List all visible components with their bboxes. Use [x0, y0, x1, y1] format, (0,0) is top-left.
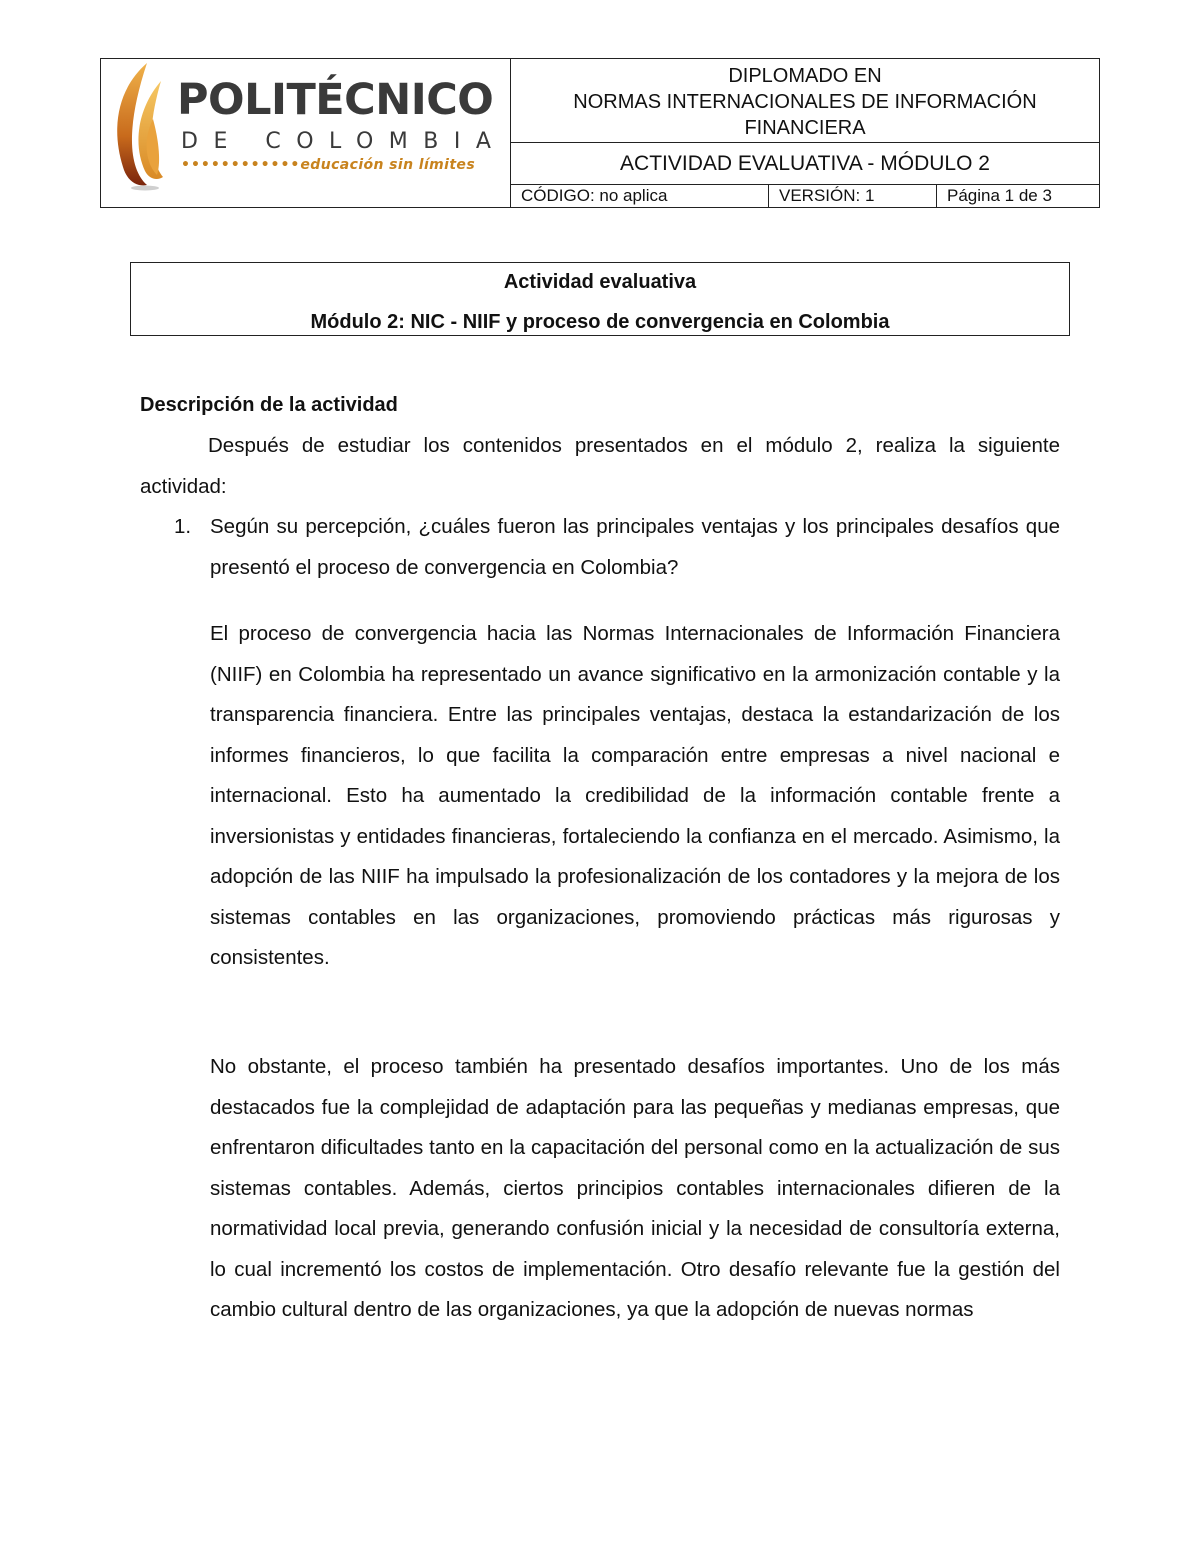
program-line-3: FINANCIERA — [744, 117, 866, 139]
activity-title-box — [130, 262, 1070, 336]
logo-cell — [101, 59, 511, 207]
flame-logo-icon — [107, 59, 173, 199]
question-text: Según su percepción, ¿cuáles fueron las principales ventajas y los principales desafíos que presentó el proceso de convergencia en Colombia? — [210, 515, 1060, 579]
program-line-1: DIPLOMADO EN — [728, 65, 882, 87]
logo-tagline: educación sin límites — [300, 157, 476, 173]
logo-dots: •••••••••••• — [181, 157, 301, 173]
activity-box-title: Actividad evaluativa — [503, 271, 697, 293]
version-cell: VERSIÓN: 1 — [769, 185, 937, 207]
program-line-2: NORMAS INTERNACIONALES DE INFORMACIÓN — [573, 91, 1037, 113]
answer-paragraph-2: No obstante, el proceso también ha presentado desafíos importantes. Uno de los más destacados fue la complejidad de adaptación para las pequeñas y medianas empresas, que enfrentaron dificultades tanto en la capacitación del personal como en la actualización de sus sistemas contables. Además, ciertos principios contables internacionales difieren de la normatividad local previa, generando confusión inicial y la necesidad de consultoría externa, lo cual incrementó los costos de implementación. Otro desafío relevante fue la gestión del cambio cultural dentro de las organizaciones, ya que la adopción de nuevas normas — [210, 1055, 1060, 1321]
activity-title-cell: ACTIVIDAD EVALUATIVA - MÓDULO 2 — [511, 143, 1099, 185]
question-number: 1. — [174, 515, 192, 538]
document-header — [100, 58, 1100, 208]
page-number-cell: Página 1 de 3 — [947, 186, 1052, 205]
activity-box-subtitle: Módulo 2: NIC - NIIF y proceso de convergencia en Colombia — [310, 311, 890, 333]
intro-paragraph: Después de estudiar los contenidos presentados en el módulo 2, realiza la siguiente actividad: — [140, 434, 1060, 498]
answer-paragraph-1: El proceso de convergencia hacia las Normas Internacionales de Información Financiera (NIIF) en Colombia ha representado un avance significativo en la armonización contable y la transparencia financiera. Entre las principales ventajas, destaca la estandarización de los informes financieros, lo que facilita la comparación entre empresas a nivel nacional e internacional. Esto ha aumentado la credibilidad de la información contable frente a inversionistas y entidades financieras, fortaleciendo la confianza en el mercado. Asimismo, la adopción de las NIIF ha impulsado la profesionalización de los contadores y la mejora de los sistemas contables en las organizaciones, promoviendo prácticas más rigurosas y consistentes. — [210, 622, 1060, 969]
section-heading: Descripción de la actividad — [140, 394, 398, 416]
logo-subtitle: DE COLOMBIA — [181, 129, 507, 154]
meta-row — [511, 185, 1099, 207]
logo-tagline-row — [181, 157, 475, 173]
program-title — [511, 59, 1099, 143]
logo-name: POLITÉCNICO — [177, 75, 494, 125]
code-cell: CÓDIGO: no aplica — [511, 185, 769, 207]
